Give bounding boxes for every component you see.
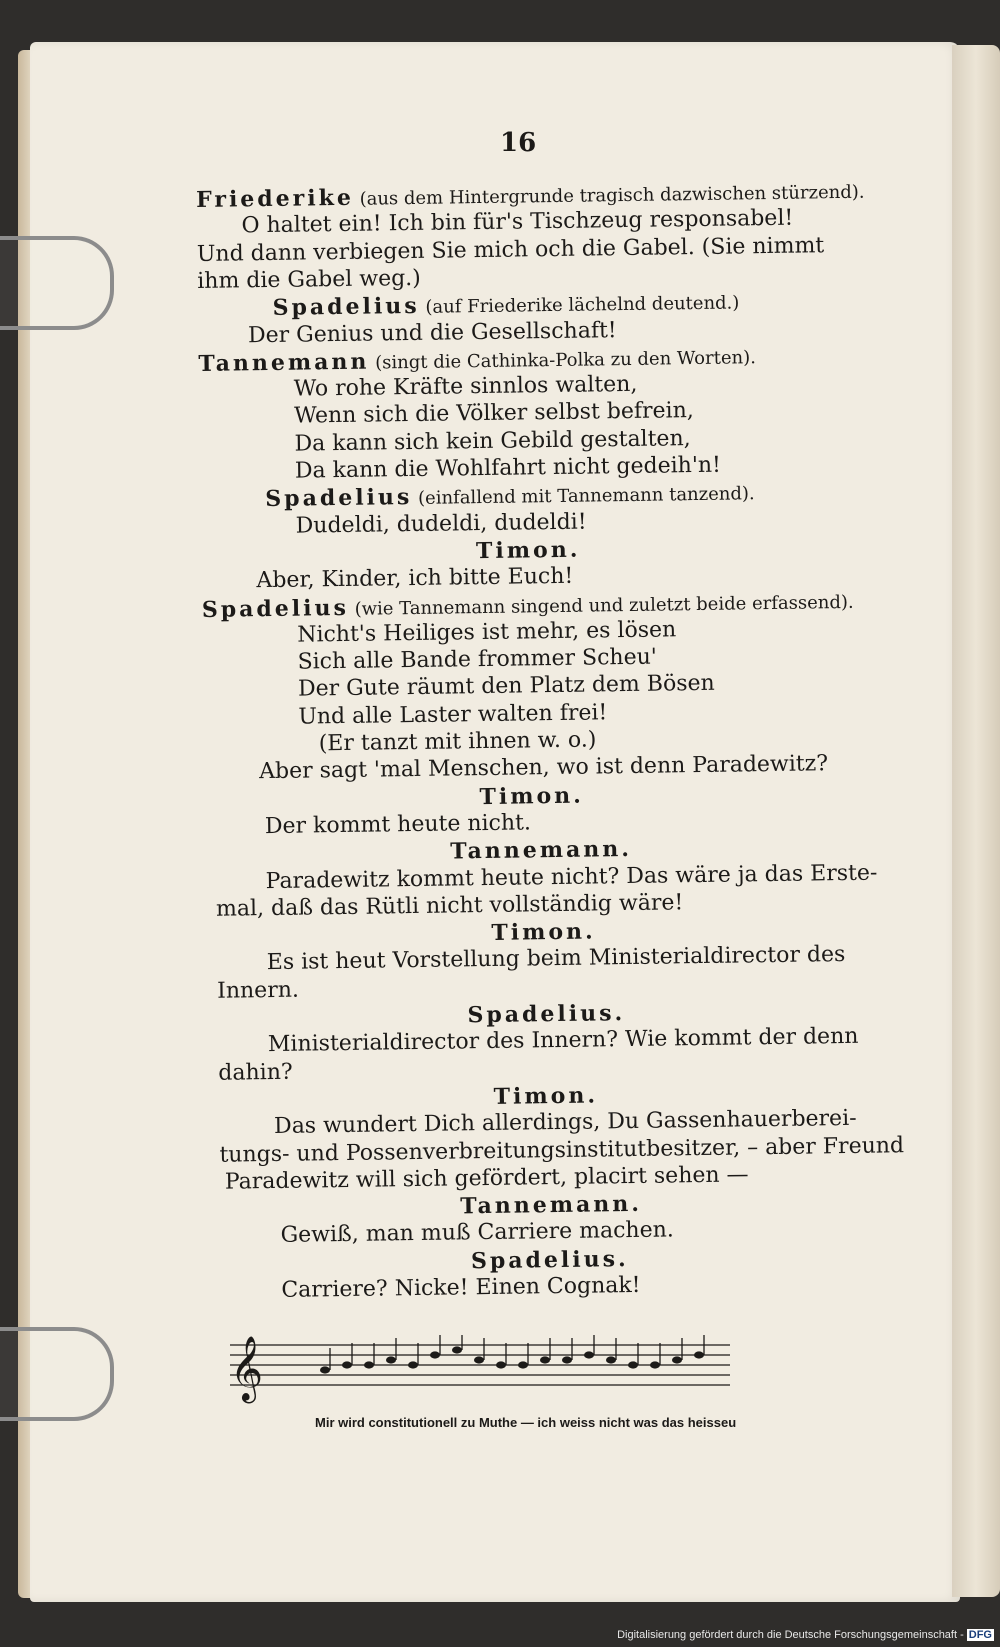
- note-head: [408, 1361, 418, 1368]
- dialogue-text: Paradewitz kommt heute nicht? Das wäre ja das Erste-: [265, 860, 878, 894]
- note-head: [628, 1361, 638, 1368]
- note-head: [672, 1356, 682, 1363]
- music-staff: [230, 1335, 770, 1409]
- note-head: [386, 1356, 396, 1363]
- speaker-name: Timon.: [479, 782, 585, 810]
- page-number: 16: [500, 128, 537, 158]
- speaker-name: Spadelius: [201, 594, 350, 623]
- treble-clef: 𝄞: [230, 1336, 264, 1401]
- note-head: [496, 1361, 506, 1368]
- dialogue-text: Und dann verbiegen Sie mich och die Gabel. (Sie nimmt: [196, 232, 825, 267]
- note-head: [430, 1351, 440, 1358]
- speaker-name: Tannemann: [198, 348, 370, 377]
- dialogue-text: ihm die Gabel weg.): [197, 265, 421, 294]
- dialogue-text: Gewiß, man muß Carriere machen.: [280, 1217, 674, 1249]
- dialogue-text: Paradewitz will sich gefördert, placirt sehen —: [224, 1162, 749, 1195]
- dialogue-text: Ministerialdirector des Innern? Wie kommt der denn: [267, 1024, 859, 1058]
- music-notes: [320, 1335, 704, 1374]
- stage-direction: (singt die Cathinka-Polka zu den Worten).: [369, 346, 757, 374]
- dialogue-text: Innern.: [217, 977, 300, 1004]
- dialogue-text: Der Gute räumt den Platz dem Bösen: [297, 671, 715, 703]
- text-line: [479, 781, 584, 811]
- dialogue-text: Dudeldi, dudeldi, dudeldi!: [295, 509, 587, 539]
- speaker-name: Tannemann.: [460, 1190, 643, 1220]
- speaker-name: Tannemann.: [450, 836, 633, 865]
- stage-direction: (einfallend mit Tannemann tanzend).: [412, 483, 755, 510]
- note-head: [540, 1356, 550, 1363]
- dialogue-text: dahin?: [218, 1059, 293, 1086]
- text-line: [471, 1245, 629, 1276]
- dialogue-text: Es ist heut Vorstellung beim Ministerialdirector des: [266, 942, 846, 976]
- dfg-logo: DFG: [968, 1629, 992, 1641]
- dialogue-text: Aber, Kinder, ich bitte Euch!: [256, 563, 574, 594]
- speaker-name: Friederike: [195, 184, 355, 213]
- dialogue-text: Wo rohe Kräfte sinnlos walten,: [293, 371, 638, 402]
- note-head: [320, 1366, 330, 1373]
- speaker-name: Timon.: [475, 536, 581, 565]
- page-clip-top: [0, 236, 114, 330]
- dialogue-text: Nicht's Heiliges ist mehr, es lösen: [297, 617, 677, 648]
- text-line: [467, 999, 625, 1030]
- dialogue-text: tungs- und Possenverbreitungsinstitutbesitzer, – aber Freund: [219, 1132, 905, 1168]
- text-line: [476, 536, 581, 566]
- dialogue-text: Wenn sich die Völker selbst befrein,: [294, 398, 694, 430]
- music-caption: Mir wird constitutionell zu Muthe — ich weiss nicht was das heisseu: [315, 1415, 737, 1430]
- dialogue-text: Da kann sich kein Gebild gestalten,: [294, 425, 691, 457]
- dialogue-text: Aber sagt 'mal Menschen, wo ist denn Paradewitz?: [258, 751, 829, 785]
- text-line: [298, 670, 715, 704]
- note-head: [452, 1346, 462, 1353]
- page-clip-bottom: [0, 1327, 114, 1421]
- stage-direction: (aus dem Hintergrunde tragisch dazwischen stürzend).: [353, 181, 865, 210]
- text-line: [494, 1081, 599, 1111]
- note-head: [584, 1351, 594, 1358]
- text-line: [197, 265, 421, 296]
- note-head: [694, 1351, 704, 1358]
- dialogue-text: Da kann die Wohlfahrt nicht gedeih'n!: [294, 452, 722, 484]
- dialogue-text: Der Genius und die Gesellschaft!: [247, 317, 617, 348]
- dialogue-text: Das wundert Dich allerdings, Du Gassenhauerberei-: [273, 1106, 857, 1140]
- note-head: [562, 1356, 572, 1363]
- text-line: [218, 1058, 293, 1087]
- speaker-name: Spadelius.: [467, 1000, 626, 1029]
- text-line: [217, 976, 299, 1005]
- note-head: [474, 1356, 484, 1363]
- stage-direction: (auf Friederike lächelnd deutend.): [419, 292, 740, 319]
- footer-attribution: [617, 1629, 994, 1641]
- note-head: [606, 1356, 616, 1363]
- note-head: [342, 1361, 352, 1368]
- text-line: [491, 918, 596, 948]
- note-head: [650, 1361, 660, 1368]
- dialogue-text: Carriere? Nicke! Einen Cognak!: [281, 1272, 641, 1303]
- dialogue-text: Der kommt heute nicht.: [264, 810, 532, 839]
- dialogue-text: Und alle Laster walten frei!: [298, 699, 608, 730]
- dialogue-text: Sich alle Bande frommer Scheu': [297, 644, 658, 675]
- footer-text: Digitalisierung gefördert durch die Deutsche Forschungsgemeinschaft -: [617, 1629, 964, 1641]
- dialogue-text: O haltet ein! Ich bin für's Tischzeug responsabel!: [241, 205, 794, 239]
- page-edge-right: [952, 45, 1000, 1597]
- speaker-name: Spadelius.: [470, 1245, 629, 1274]
- text-line: [281, 1272, 641, 1305]
- note-head: [364, 1361, 374, 1368]
- dialogue-text: mal, daß das Rütli nicht vollständig wäre!: [215, 890, 684, 922]
- dialogue-text: (Er tanzt mit ihnen w. o.): [318, 727, 597, 757]
- note-head: [518, 1361, 528, 1368]
- speaker-name: Timon.: [491, 918, 596, 947]
- stage-direction: (wie Tannemann singend und zuletzt beide erfassend).: [348, 591, 854, 620]
- speaker-name: Timon.: [493, 1082, 599, 1110]
- speaker-name: Spadelius: [265, 484, 413, 513]
- speaker-name: Spadelius: [272, 293, 420, 322]
